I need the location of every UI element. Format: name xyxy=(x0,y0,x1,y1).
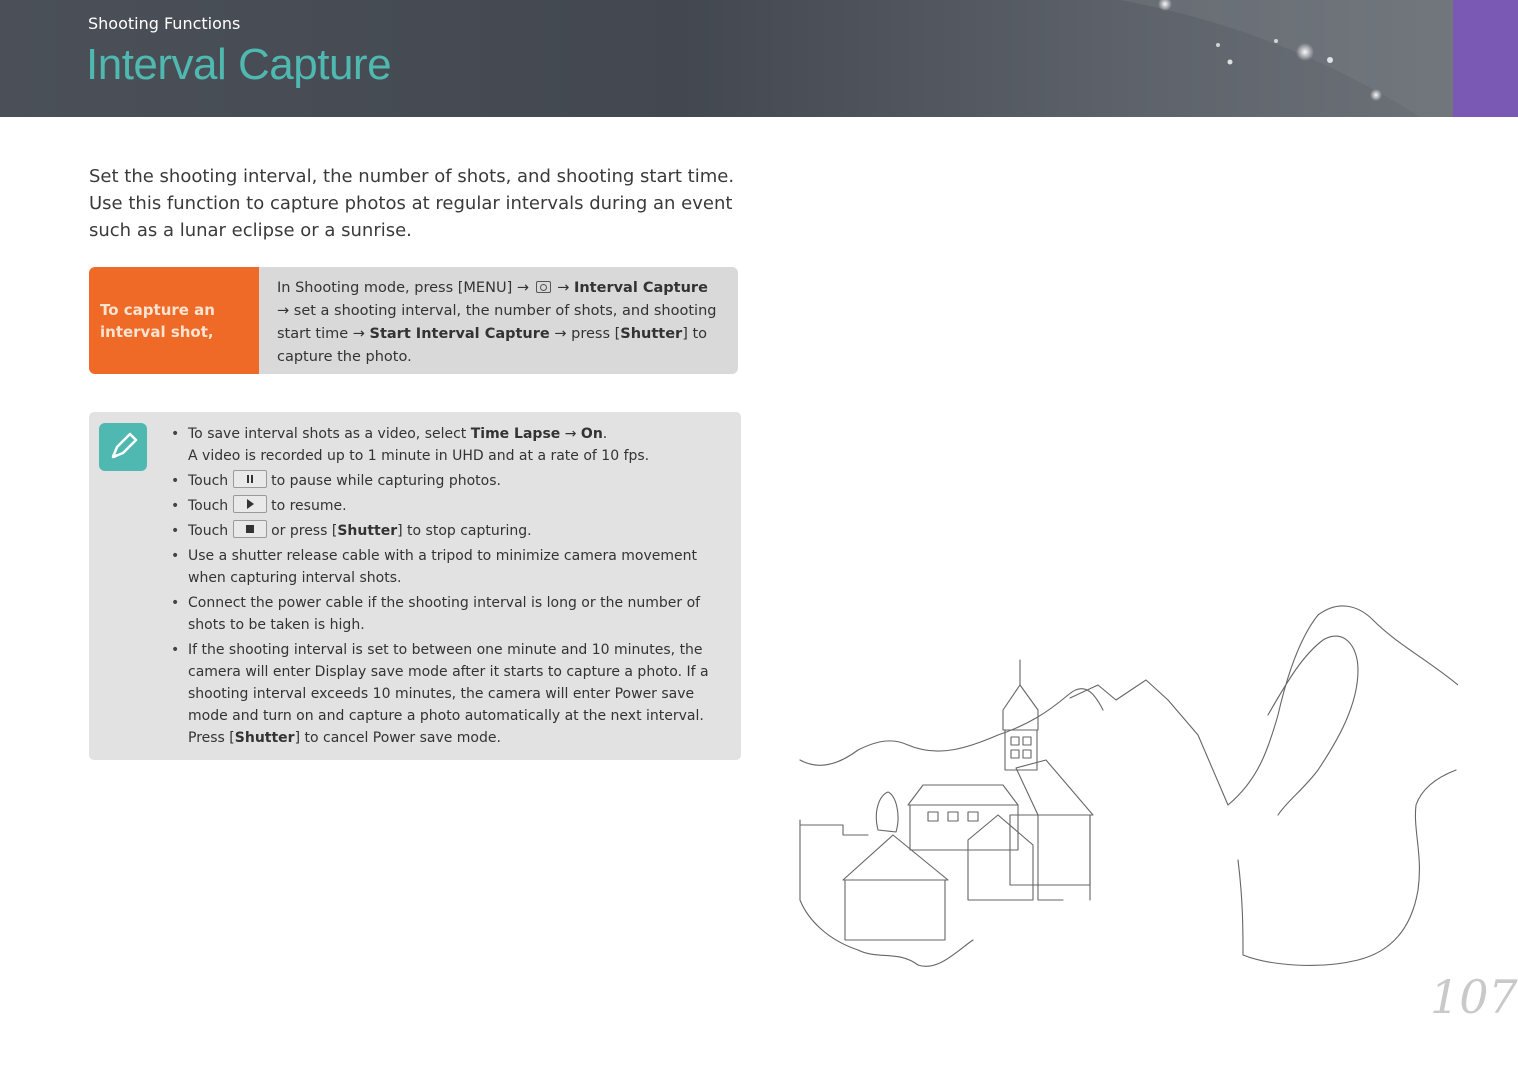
note-text: Touch xyxy=(188,473,233,489)
village-mountain-illustration xyxy=(798,600,1458,975)
step-text: → set a shooting interval, the number of shots, and shooting start time → xyxy=(277,303,717,342)
section-label: Shooting Functions xyxy=(88,14,241,33)
step-text: In Shooting mode, press [ xyxy=(277,280,464,296)
note-text: ] to stop capturing. xyxy=(397,523,532,539)
note-text: Touch xyxy=(188,523,233,539)
note-item xyxy=(171,423,731,467)
note-text: Touch xyxy=(188,498,233,514)
note-item xyxy=(171,639,731,749)
note-text: Use a shutter release cable with a tripod to minimize camera movement when capturing interval shots. xyxy=(188,548,697,586)
procedure-steps xyxy=(259,267,738,374)
step-text: ] → xyxy=(506,280,534,296)
note-text: A video is recorded up to 1 minute in UHD and at a rate of 10 fps. xyxy=(188,448,650,464)
note-text: ] to cancel Power save mode. xyxy=(294,730,501,746)
note-text: to resume. xyxy=(266,498,347,514)
note-item xyxy=(171,592,731,636)
note-text: If the shooting interval is set to between one minute and 10 minutes, the camera will enter Display save mode after it starts to capture a photo. If a shooting interval exceeds 10 minutes, the camera will enter Power save mode and turn on and capture a photo automatically at the next interval. Press [ xyxy=(188,642,709,746)
play-icon xyxy=(233,495,267,513)
pause-icon xyxy=(233,470,267,488)
shutter-key-label: Shutter xyxy=(234,730,295,746)
page-number: 107 xyxy=(1430,970,1518,1024)
shutter-key-label: Shutter xyxy=(620,326,683,342)
camera-icon xyxy=(536,281,551,293)
intro-line-2: Use this function to capture photos at regular intervals during an event xyxy=(89,193,733,214)
note-text: Connect the power cable if the shooting interval is long or the number of shots to be taken is high. xyxy=(188,595,701,633)
note-item xyxy=(171,545,731,589)
step-text: → press [ xyxy=(549,326,621,342)
note-item xyxy=(171,470,731,492)
intro-line-3: such as a lunar eclipse or a sunrise. xyxy=(89,220,412,241)
intro-line-1: Set the shooting interval, the number of shots, and shooting start time. xyxy=(89,166,735,187)
on-option: On xyxy=(580,426,603,442)
step-text: ] to capture the photo. xyxy=(277,326,708,365)
interval-capture-option: Interval Capture xyxy=(573,280,708,296)
intro-text xyxy=(89,163,749,244)
note-item xyxy=(171,495,731,517)
step-text: → xyxy=(552,280,574,296)
note-box xyxy=(89,412,741,760)
section-tab[interactable] xyxy=(1453,0,1518,117)
note-text: to pause while capturing photos. xyxy=(266,473,501,489)
note-text: To save interval shots as a video, select xyxy=(188,426,471,442)
note-text: or press [ xyxy=(266,523,338,539)
pencil-note-icon xyxy=(99,423,147,471)
note-item xyxy=(171,520,731,542)
note-text: . xyxy=(602,426,608,442)
page-title: Interval Capture xyxy=(86,40,392,89)
note-text: → xyxy=(560,426,581,442)
page-header xyxy=(0,0,1518,117)
menu-key-label: MENU xyxy=(463,280,507,296)
procedure-label: To capture an interval shot, xyxy=(89,267,259,374)
stop-icon xyxy=(233,520,267,538)
time-lapse-option: Time Lapse xyxy=(470,426,561,442)
shutter-key-label: Shutter xyxy=(337,523,398,539)
note-list xyxy=(171,423,731,752)
start-interval-capture-option: Start Interval Capture xyxy=(369,326,550,342)
